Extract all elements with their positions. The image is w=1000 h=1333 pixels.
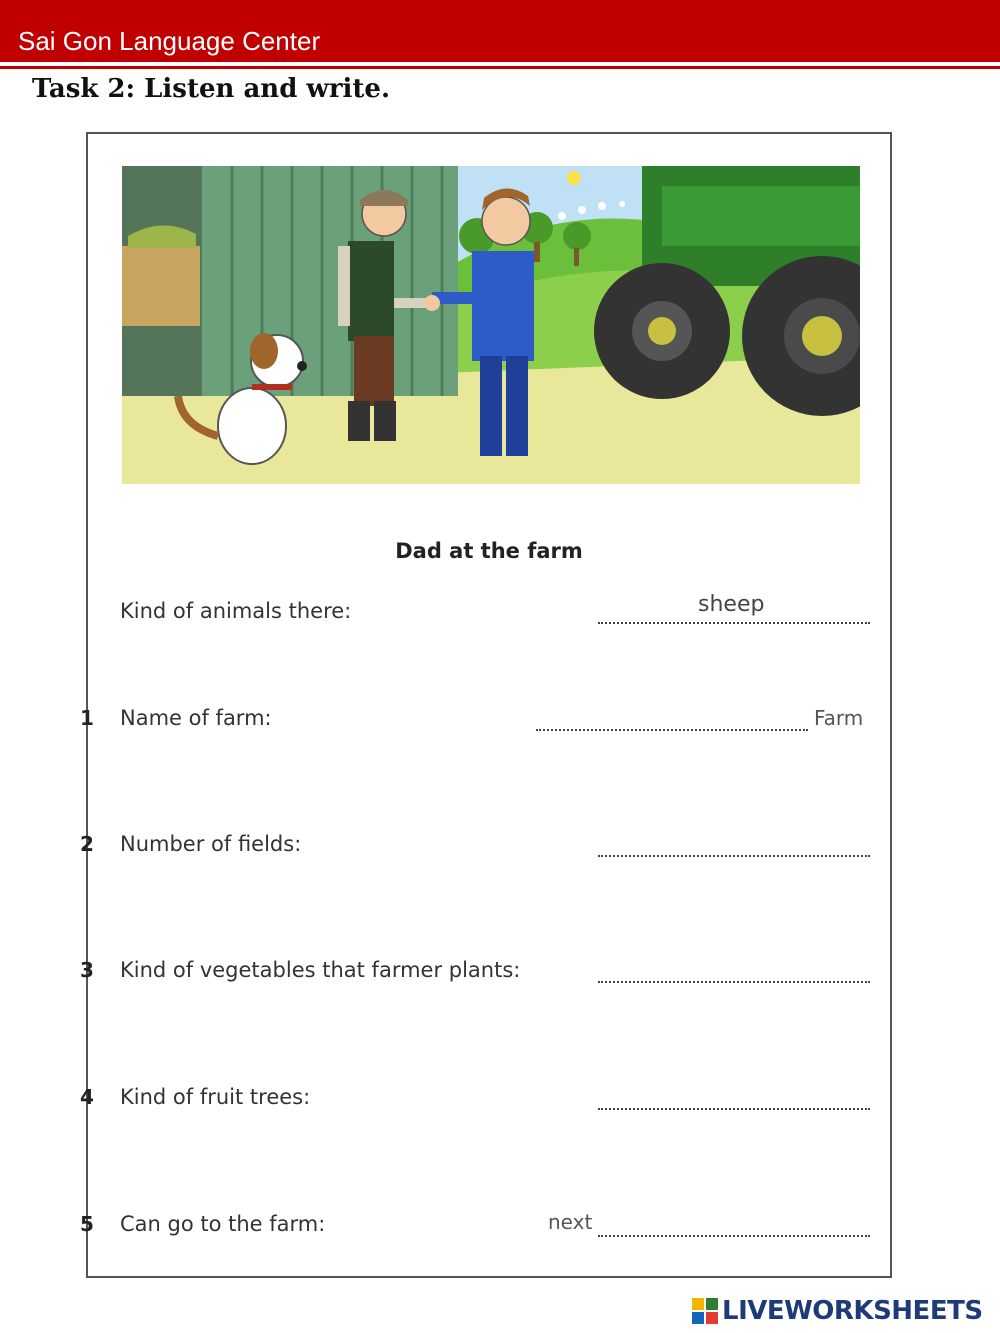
- example-answer: sheep: [698, 592, 765, 617]
- answer-line[interactable]: [536, 728, 808, 731]
- answer-line[interactable]: [598, 854, 870, 857]
- liveworksheets-logo[interactable]: [692, 1293, 983, 1329]
- question-text: Can go to the farm:: [120, 1212, 326, 1236]
- question-text: Name of farm:: [120, 706, 272, 730]
- farm-illustration-graphic: [122, 166, 860, 484]
- answer-line[interactable]: [598, 1234, 870, 1237]
- logo-text: LIVEWORKSHEETS: [722, 1296, 983, 1326]
- header-divider-red: [0, 66, 1000, 69]
- question-text: Kind of vegetables that farmer plants:: [120, 958, 521, 982]
- center-name: Sai Gon Language Center: [18, 26, 321, 56]
- task-title: Task 2: Listen and write.: [32, 74, 390, 104]
- question-label: [80, 706, 272, 730]
- question-number: 3: [80, 958, 94, 982]
- question-number: 2: [80, 832, 94, 856]
- question-number: 5: [80, 1212, 94, 1236]
- answer-suffix: Farm: [814, 706, 864, 730]
- answer-line[interactable]: [598, 1107, 870, 1110]
- farm-illustration: [122, 166, 860, 484]
- answer-line[interactable]: [598, 980, 870, 983]
- worksheet-title: Dad at the farm: [395, 539, 583, 563]
- question-number: 4: [80, 1085, 94, 1109]
- answer-prefix: next: [548, 1210, 593, 1234]
- logo-square: [706, 1312, 718, 1324]
- question-number: 1: [80, 706, 94, 730]
- question-text: Number of fields:: [120, 832, 302, 856]
- logo-icon: [692, 1298, 718, 1324]
- question-label: [80, 1085, 311, 1109]
- example-answer-line: [598, 621, 870, 624]
- logo-square: [706, 1298, 718, 1310]
- question-label: [80, 1212, 326, 1236]
- question-text: Kind of fruit trees:: [120, 1085, 311, 1109]
- question-label: [80, 832, 302, 856]
- worksheet-frame: [80, 132, 892, 1278]
- logo-square: [692, 1312, 704, 1324]
- question-label: [80, 958, 521, 982]
- example-label: Kind of animals there:: [120, 599, 352, 623]
- logo-square: [692, 1298, 704, 1310]
